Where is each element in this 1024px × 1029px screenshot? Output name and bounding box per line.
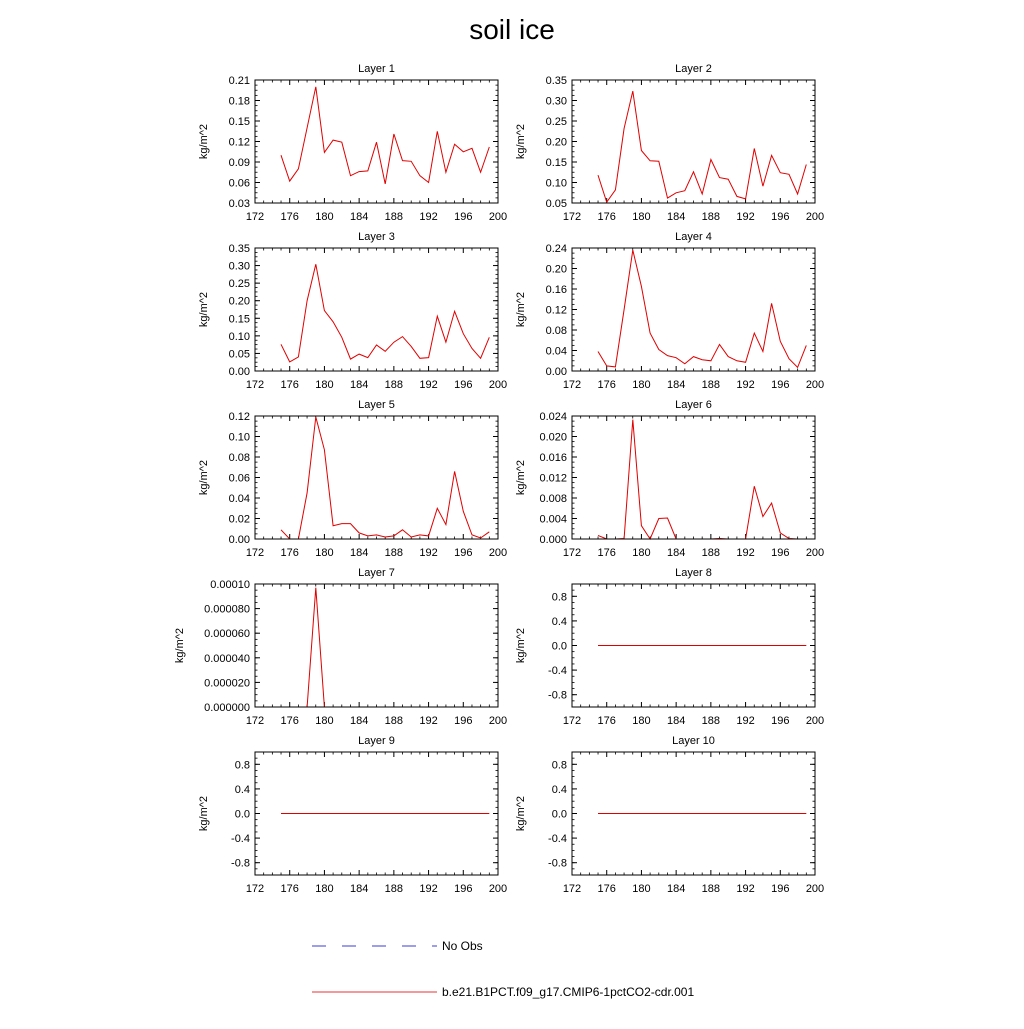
x-tick-label: 188 <box>701 379 721 391</box>
x-tick-label: 176 <box>597 379 616 391</box>
y-tick-label: 0.04 <box>545 345 567 358</box>
x-tick-label: 192 <box>419 379 438 391</box>
x-tick-label: 188 <box>701 715 721 727</box>
legend <box>312 939 694 999</box>
x-tick-label: 192 <box>736 379 755 391</box>
y-axis-label: kg/m^2 <box>515 795 527 832</box>
y-tick-label: 0.05 <box>545 198 567 210</box>
x-tick-label: 184 <box>349 379 369 391</box>
y-tick-label: 0.12 <box>228 411 250 423</box>
x-tick-label: 200 <box>488 715 508 727</box>
y-axis-label: kg/m^2 <box>515 291 527 328</box>
y-tick-label: 0.0 <box>234 808 250 821</box>
y-tick-label: 0.4 <box>551 615 567 628</box>
y-tick-label: 0.35 <box>228 243 250 255</box>
y-tick-label: 0.8 <box>551 759 567 772</box>
x-tick-label: 192 <box>736 715 755 727</box>
y-tick-label: 0.03 <box>228 198 250 210</box>
x-tick-label: 196 <box>454 547 473 559</box>
x-tick-label: 180 <box>315 211 334 223</box>
x-tick-label: 188 <box>701 211 721 223</box>
x-tick-label: 200 <box>805 883 825 895</box>
x-tick-label: 180 <box>632 547 651 559</box>
panel-layer-8 <box>515 567 824 727</box>
x-tick-label: 196 <box>771 883 790 895</box>
x-tick-label: 196 <box>771 379 790 391</box>
y-tick-label: -0.8 <box>548 689 567 702</box>
y-tick-label: 0.000060 <box>204 628 250 641</box>
y-tick-label: 0.000040 <box>204 652 250 665</box>
y-tick-label: 0.06 <box>228 472 250 485</box>
panel-layer-5 <box>198 399 507 559</box>
x-tick-label: 176 <box>280 379 299 391</box>
series-line <box>598 250 806 367</box>
x-tick-label: 184 <box>349 211 369 223</box>
y-tick-label: 0.020 <box>539 431 567 444</box>
x-tick-label: 176 <box>280 211 299 223</box>
y-tick-label: 0.35 <box>545 75 567 87</box>
series-line <box>281 87 489 184</box>
y-tick-label: 0.00 <box>228 534 250 546</box>
panel-title: Layer 3 <box>358 231 395 243</box>
x-tick-label: 176 <box>280 883 299 895</box>
y-tick-label: 0.04 <box>228 493 250 505</box>
y-tick-label: -0.4 <box>231 833 250 846</box>
plot-frame <box>255 584 498 707</box>
x-tick-label: 172 <box>245 379 265 391</box>
panel-layer-2 <box>515 63 824 223</box>
y-tick-label: 0.4 <box>234 783 250 796</box>
y-tick-label: -0.8 <box>231 857 250 870</box>
y-tick-label: 0.30 <box>545 95 567 108</box>
x-tick-label: 192 <box>419 883 438 895</box>
x-tick-label: 188 <box>384 715 404 727</box>
plot-frame <box>255 80 498 203</box>
plot-frame <box>572 248 815 371</box>
y-tick-label: 0.15 <box>228 116 250 128</box>
x-tick-label: 188 <box>701 547 721 559</box>
x-tick-label: 188 <box>384 883 404 895</box>
x-tick-label: 196 <box>771 547 790 559</box>
figure-title: soil ice <box>469 14 555 45</box>
x-tick-label: 192 <box>419 715 438 727</box>
y-axis-label: kg/m^2 <box>198 291 210 328</box>
x-tick-label: 180 <box>315 379 334 391</box>
x-tick-label: 172 <box>245 547 265 559</box>
plot-frame <box>255 416 498 539</box>
x-tick-label: 200 <box>488 883 508 895</box>
x-tick-label: 192 <box>419 547 438 559</box>
y-tick-label: 0.20 <box>228 295 250 308</box>
y-tick-label: 0.25 <box>228 278 250 291</box>
x-tick-label: 192 <box>419 211 438 223</box>
legend-label-1: No Obs <box>442 939 483 953</box>
y-tick-label: -0.4 <box>548 665 567 678</box>
x-tick-label: 180 <box>632 883 651 895</box>
x-tick-label: 172 <box>562 211 582 223</box>
y-tick-label: 0.20 <box>545 136 567 149</box>
x-tick-label: 180 <box>632 379 651 391</box>
x-tick-label: 172 <box>562 547 582 559</box>
x-tick-label: 200 <box>805 715 825 727</box>
x-tick-label: 184 <box>349 715 369 727</box>
x-tick-label: 196 <box>454 883 473 895</box>
y-axis-label: kg/m^2 <box>515 627 527 664</box>
x-tick-label: 196 <box>454 715 473 727</box>
panel-title: Layer 10 <box>672 735 715 747</box>
x-tick-label: 188 <box>701 883 721 895</box>
x-tick-label: 184 <box>349 883 369 895</box>
panel-title: Layer 4 <box>675 231 712 243</box>
y-tick-label: 0.08 <box>545 325 567 337</box>
x-tick-label: 184 <box>666 379 686 391</box>
x-tick-label: 188 <box>384 547 404 559</box>
y-tick-label: 0.10 <box>545 177 567 190</box>
y-tick-label: 0.000020 <box>204 677 250 690</box>
y-tick-label: 0.00010 <box>210 579 250 591</box>
x-tick-label: 176 <box>597 547 616 559</box>
y-axis-label: kg/m^2 <box>174 627 186 664</box>
y-tick-label: 0.09 <box>228 157 250 169</box>
y-tick-label: 0.0 <box>551 808 567 821</box>
x-tick-label: 180 <box>315 715 334 727</box>
plot-frame <box>572 416 815 539</box>
panel-layer-4 <box>515 231 824 391</box>
x-tick-label: 184 <box>666 547 686 559</box>
x-tick-label: 200 <box>488 547 508 559</box>
panel-title: Layer 2 <box>675 63 712 75</box>
y-tick-label: 0.000080 <box>204 603 250 616</box>
x-tick-label: 200 <box>805 547 825 559</box>
panel-layer-10 <box>515 735 824 895</box>
y-tick-label: 0.30 <box>228 260 250 273</box>
y-tick-label: 0.000 <box>539 534 567 546</box>
y-tick-label: 0.15 <box>545 157 567 169</box>
y-tick-label: -0.8 <box>548 857 567 870</box>
x-tick-label: 184 <box>666 883 686 895</box>
x-tick-label: 180 <box>315 547 334 559</box>
x-tick-label: 196 <box>771 715 790 727</box>
y-axis-label: kg/m^2 <box>515 123 527 160</box>
panel-layer-3 <box>198 231 507 391</box>
y-tick-label: 0.008 <box>539 493 567 505</box>
x-tick-label: 200 <box>805 379 825 391</box>
series-line <box>281 588 489 707</box>
y-tick-label: 0.012 <box>539 472 567 485</box>
x-tick-label: 184 <box>666 211 686 223</box>
x-tick-label: 200 <box>488 211 508 223</box>
x-tick-label: 172 <box>562 379 582 391</box>
y-tick-label: 0.21 <box>228 75 250 87</box>
panel-title: Layer 1 <box>358 63 395 75</box>
x-tick-label: 184 <box>666 715 686 727</box>
y-tick-label: 0.05 <box>228 348 250 361</box>
series-line <box>281 264 489 362</box>
x-tick-label: 196 <box>454 211 473 223</box>
panel-title: Layer 6 <box>675 399 712 411</box>
series-line <box>281 417 489 539</box>
x-tick-label: 188 <box>384 379 404 391</box>
y-tick-label: 0.10 <box>228 330 250 343</box>
y-tick-label: -0.4 <box>548 833 567 846</box>
x-tick-label: 176 <box>597 211 616 223</box>
plot-frame <box>572 80 815 203</box>
y-axis-label: kg/m^2 <box>198 459 210 496</box>
x-tick-label: 172 <box>245 211 265 223</box>
y-tick-label: 0.02 <box>228 513 250 526</box>
panel-title: Layer 7 <box>358 567 395 579</box>
y-tick-label: 0.16 <box>545 284 567 296</box>
plot-frame <box>255 248 498 371</box>
y-tick-label: 0.0 <box>551 640 567 653</box>
x-tick-label: 180 <box>315 883 334 895</box>
panel-title: Layer 9 <box>358 735 395 747</box>
y-tick-label: 0.00 <box>228 366 250 378</box>
x-tick-label: 176 <box>597 715 616 727</box>
series-line <box>598 91 806 202</box>
y-tick-label: 0.12 <box>545 304 567 317</box>
y-axis-label: kg/m^2 <box>198 123 210 160</box>
x-tick-label: 172 <box>245 715 265 727</box>
panel-layer-9 <box>198 735 507 895</box>
x-tick-label: 180 <box>632 211 651 223</box>
x-tick-label: 200 <box>488 379 508 391</box>
x-tick-label: 176 <box>280 715 299 727</box>
panel-layer-7 <box>174 567 507 727</box>
x-tick-label: 192 <box>736 211 755 223</box>
x-tick-label: 176 <box>597 883 616 895</box>
x-tick-label: 192 <box>736 883 755 895</box>
panel-layer-1 <box>198 63 507 223</box>
x-tick-label: 172 <box>562 715 582 727</box>
y-tick-label: 0.4 <box>551 783 567 796</box>
x-tick-label: 176 <box>280 547 299 559</box>
y-tick-label: 0.00 <box>545 366 567 378</box>
x-tick-label: 172 <box>245 883 265 895</box>
y-tick-label: 0.15 <box>228 313 250 326</box>
x-tick-label: 192 <box>736 547 755 559</box>
x-tick-label: 196 <box>454 379 473 391</box>
y-tick-label: 0.8 <box>551 591 567 604</box>
x-tick-label: 184 <box>349 547 369 559</box>
x-tick-label: 172 <box>562 883 582 895</box>
y-tick-label: 0.20 <box>545 263 567 276</box>
legend-label-2: b.e21.B1PCT.f09_g17.CMIP6-1pctCO2-cdr.001 <box>442 985 695 999</box>
x-tick-label: 200 <box>805 211 825 223</box>
y-tick-label: 0.10 <box>228 431 250 444</box>
y-tick-label: 0.000000 <box>204 702 250 714</box>
y-tick-label: 0.016 <box>539 452 567 464</box>
y-axis-label: kg/m^2 <box>198 795 210 832</box>
series-line <box>598 420 806 539</box>
y-tick-label: 0.06 <box>228 177 250 190</box>
y-tick-label: 0.18 <box>228 95 250 108</box>
x-tick-label: 188 <box>384 211 404 223</box>
panel-title: Layer 5 <box>358 399 395 411</box>
y-tick-label: 0.08 <box>228 452 250 464</box>
y-tick-label: 0.004 <box>539 513 567 526</box>
y-tick-label: 0.8 <box>234 759 250 772</box>
panel-layer-6 <box>515 399 824 559</box>
y-tick-label: 0.024 <box>539 411 567 423</box>
y-tick-label: 0.12 <box>228 136 250 149</box>
x-tick-label: 196 <box>771 211 790 223</box>
x-tick-label: 180 <box>632 715 651 727</box>
y-tick-label: 0.24 <box>545 243 567 255</box>
y-tick-label: 0.25 <box>545 116 567 128</box>
panel-title: Layer 8 <box>675 567 712 579</box>
y-axis-label: kg/m^2 <box>515 459 527 496</box>
